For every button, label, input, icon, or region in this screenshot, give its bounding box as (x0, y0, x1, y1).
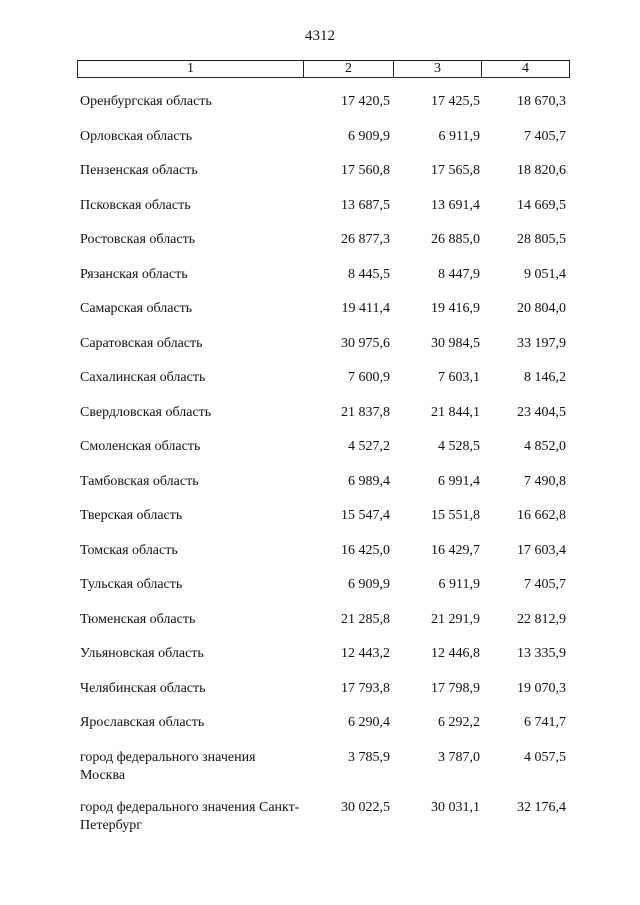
value-column-2: 6 989,4 (348, 473, 390, 489)
value-column-2: 26 877,3 (341, 232, 390, 247)
table-row (0, 231, 640, 266)
value-column-3: 13 691,4 (431, 197, 480, 213)
value-column-3: 6 911,9 (438, 577, 480, 592)
value-column-4: 14 669,5 (517, 197, 566, 213)
value-column-3: 21 291,9 (431, 611, 480, 627)
value-column-2: 17 420,5 (341, 94, 390, 109)
region-name: Самарская область (80, 301, 193, 316)
value-column-4: 23 404,5 (517, 404, 566, 420)
value-column-4: 7 405,7 (524, 577, 566, 592)
value-column-4: 4 852,0 (524, 439, 566, 454)
value-column-3: 16 429,7 (431, 542, 480, 558)
region-name: Ростовская область (80, 232, 196, 247)
value-column-3: 17 425,5 (431, 94, 480, 109)
region-name: Тульская область (80, 577, 183, 592)
value-column-4: 6 741,7 (524, 715, 566, 730)
value-column-2: 13 687,5 (341, 197, 390, 213)
value-column-2: 30 975,6 (341, 335, 390, 351)
value-column-3: 6 991,4 (438, 473, 480, 489)
value-column-2: 21 837,8 (341, 404, 390, 420)
value-column-2: 17 560,8 (341, 163, 390, 178)
value-column-4: 7 405,7 (524, 128, 566, 144)
value-column-2: 4 527,2 (348, 439, 390, 454)
table-row (0, 714, 640, 749)
value-column-2: 21 285,8 (341, 611, 390, 627)
value-column-2: 12 443,2 (341, 646, 390, 661)
table-row (0, 473, 640, 508)
value-column-4: 13 335,9 (517, 646, 566, 661)
region-name: Орловская область (80, 128, 193, 144)
value-column-3: 26 885,0 (431, 232, 480, 247)
region-name: Свердловская область (80, 404, 212, 420)
value-column-2: 3 785,9 (348, 749, 390, 765)
page-number: 4312 (305, 28, 335, 44)
table-row (0, 404, 640, 439)
value-column-2: 6 909,9 (348, 577, 390, 592)
column-header-2: 2 (304, 61, 394, 77)
value-column-3: 8 447,9 (438, 266, 480, 282)
region-name: Рязанская область (80, 266, 188, 282)
value-column-2: 17 793,8 (341, 680, 390, 696)
value-column-2: 6 290,4 (348, 715, 390, 730)
column-header-3: 3 (394, 61, 482, 77)
region-name: Тверская область (80, 508, 183, 523)
region-name: Ульяновская область (80, 646, 204, 661)
value-column-4: 28 805,5 (517, 232, 566, 247)
column-header-4: 4 (522, 61, 529, 76)
value-column-4: 7 490,8 (524, 473, 566, 489)
value-column-2: 6 909,9 (348, 128, 390, 144)
value-column-3: 21 844,1 (431, 404, 480, 420)
table-row (0, 438, 640, 473)
value-column-2: 30 022,5 (341, 799, 390, 815)
value-column-4: 9 051,4 (524, 266, 566, 282)
region-name: Саратовская область (80, 335, 203, 351)
table-row (0, 799, 640, 849)
table-row (0, 576, 640, 611)
value-column-3: 30 031,1 (431, 799, 480, 815)
region-name: Тюменская область (80, 611, 196, 627)
region-name: Псковская область (80, 197, 191, 213)
value-column-2: 15 547,4 (341, 508, 390, 523)
value-column-2: 19 411,4 (341, 301, 390, 316)
region-name: Ярославская область (80, 715, 205, 730)
table-row (0, 611, 640, 646)
region-name: Пензенская область (80, 163, 198, 178)
value-column-4: 8 146,2 (524, 370, 566, 385)
region-name: город федерального значения Санкт-Петербург (80, 799, 300, 833)
table-row (0, 128, 640, 163)
value-column-4: 20 804,0 (517, 301, 566, 316)
region-name: Томская область (80, 542, 178, 558)
value-column-3: 3 787,0 (438, 749, 480, 765)
table-body (0, 93, 640, 849)
value-column-2: 16 425,0 (341, 542, 390, 558)
value-column-4: 18 820,6 (517, 163, 566, 178)
table-header (77, 60, 570, 78)
value-column-3: 17 565,8 (431, 163, 480, 178)
table-row (0, 300, 640, 335)
table-row (0, 266, 640, 301)
table-row (0, 680, 640, 715)
value-column-3: 12 446,8 (431, 646, 480, 661)
table-row (0, 369, 640, 404)
value-column-4: 33 197,9 (517, 335, 566, 351)
column-header-1: 1 (78, 61, 304, 77)
table-row (0, 335, 640, 370)
table-row (0, 749, 640, 799)
value-column-4: 4 057,5 (524, 749, 566, 765)
value-column-3: 17 798,9 (431, 680, 480, 696)
value-column-3: 6 292,2 (438, 715, 480, 730)
region-name: Челябинская область (80, 680, 206, 696)
value-column-3: 4 528,5 (438, 439, 480, 454)
value-column-4: 32 176,4 (517, 799, 566, 815)
region-name: Смоленская область (80, 439, 201, 454)
value-column-4: 22 812,9 (517, 611, 566, 627)
table-row (0, 542, 640, 577)
region-name: Оренбургская область (80, 94, 212, 109)
value-column-3: 7 603,1 (438, 370, 480, 385)
table-row (0, 162, 640, 197)
value-column-3: 6 911,9 (438, 128, 480, 144)
value-column-3: 19 416,9 (431, 301, 480, 316)
value-column-4: 18 670,3 (517, 94, 566, 109)
value-column-3: 15 551,8 (431, 508, 480, 523)
table-row (0, 645, 640, 680)
region-name: Сахалинская область (80, 370, 206, 385)
value-column-4: 16 662,8 (517, 508, 566, 523)
value-column-4: 17 603,4 (517, 542, 566, 558)
value-column-4: 19 070,3 (517, 680, 566, 696)
value-column-3: 30 984,5 (431, 335, 480, 351)
table-row (0, 197, 640, 232)
region-name: город федерального значения Москва (80, 749, 256, 783)
table-row (0, 93, 640, 128)
value-column-2: 7 600,9 (348, 370, 390, 385)
value-column-2: 8 445,5 (348, 266, 390, 282)
table-row (0, 507, 640, 542)
region-name: Тамбовская область (80, 473, 199, 489)
